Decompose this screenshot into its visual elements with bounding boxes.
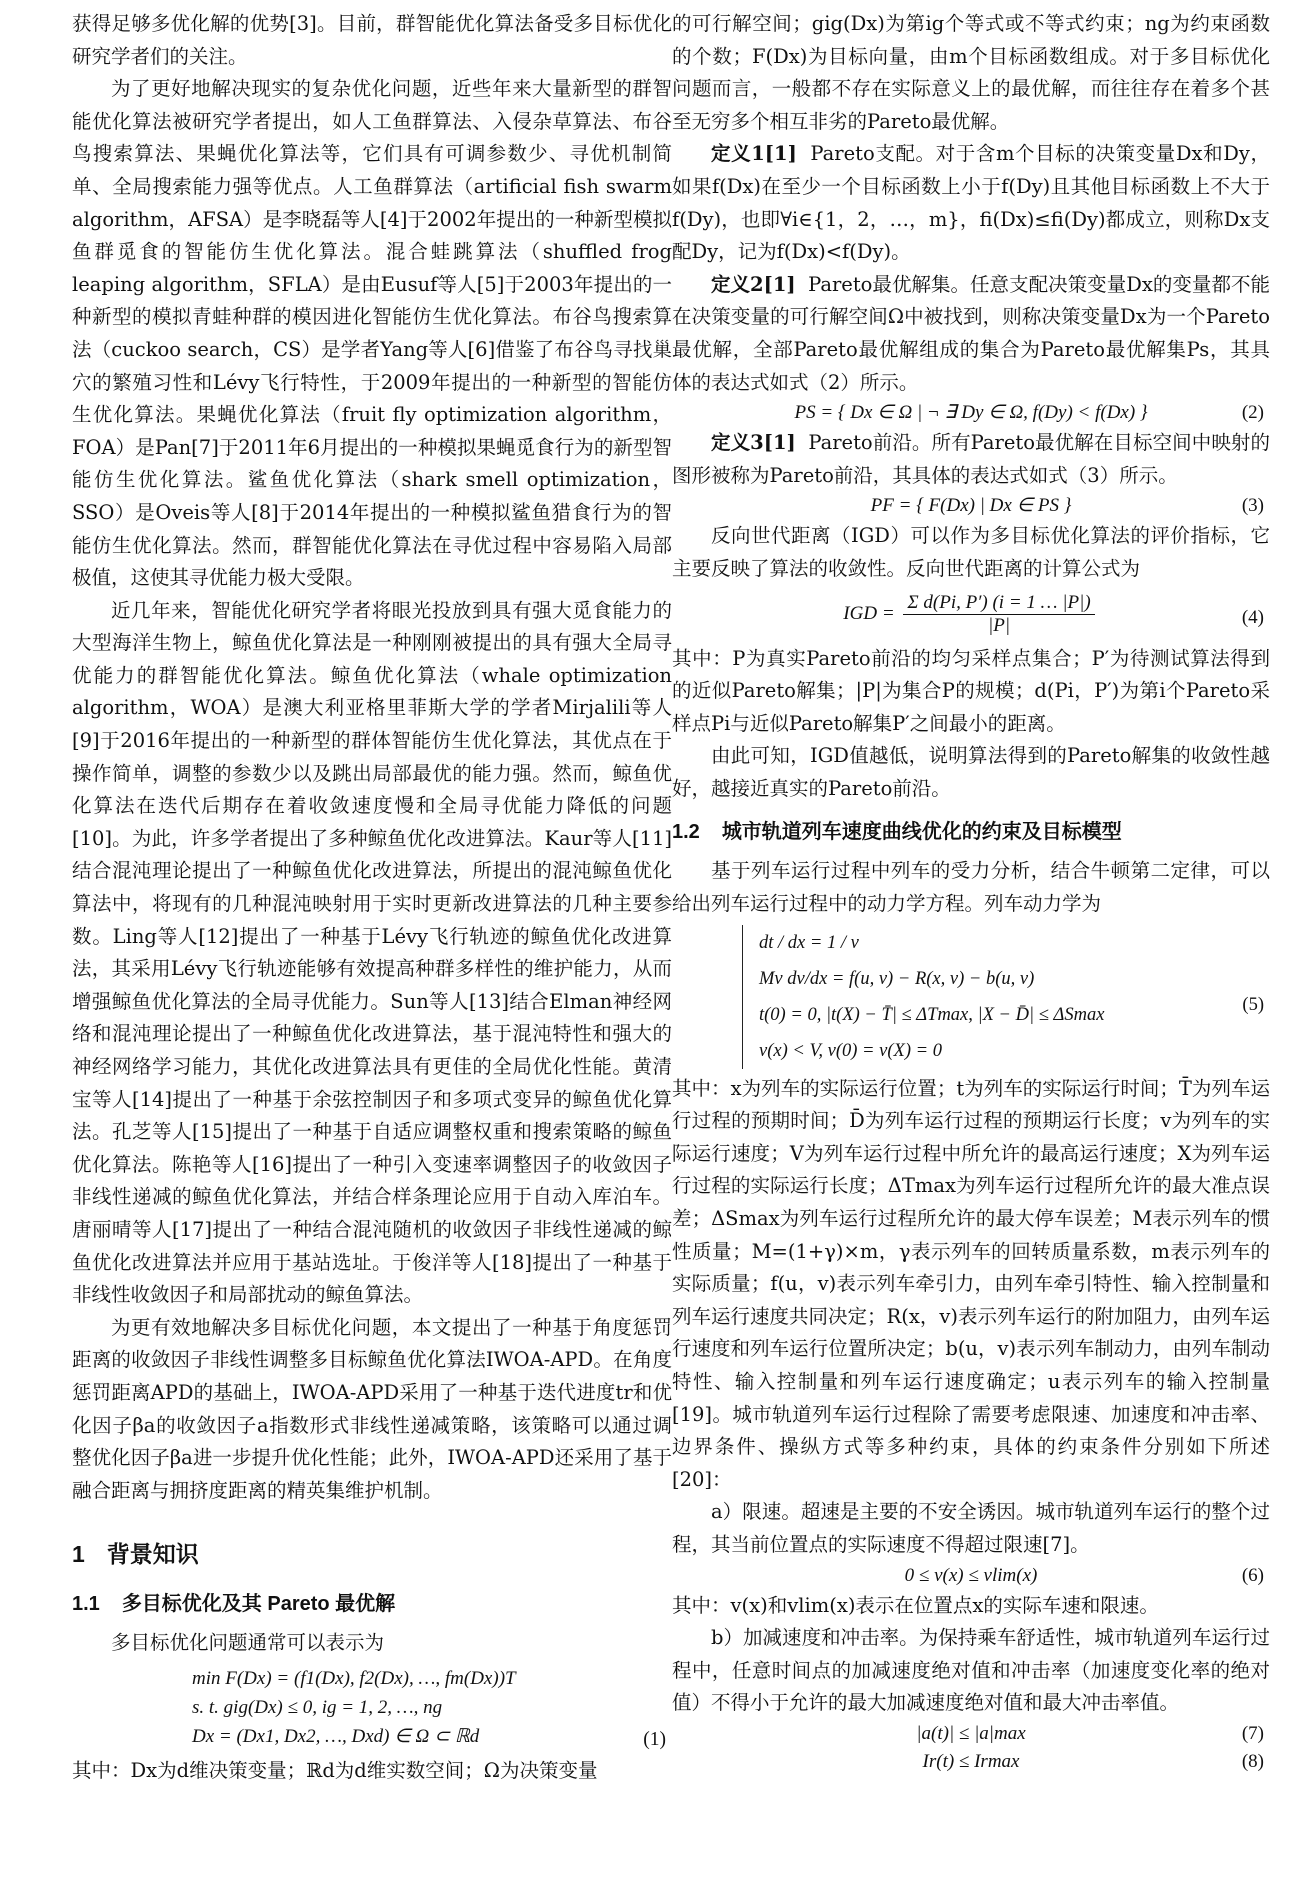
definition-label: 定义3[1] <box>711 431 796 455</box>
equation-number: (2) <box>1241 402 1264 424</box>
definition-label: 定义2[1] <box>711 272 796 296</box>
definition-2 <box>672 269 1270 399</box>
equation-line: Mv dv/dx = f(u, v) − R(x, v) − b(u, v) <box>759 968 1035 989</box>
equation-line: t(0) = 0, |t(X) − T̄| ≤ ΔTmax, |X − D̄| ≤ ΔSmax <box>759 1004 1105 1025</box>
equation-number: (7) <box>1241 1722 1264 1744</box>
paragraph: 其中：x为列车的实际运行位置；t为列车的实际运行时间；T̄为列车运行过程的预期时间；D̄为列车运行过程的预期运行长度；v为列车的实际运行速度；V为列车运行过程中所允许的最高运行速度；X为列车运行过程的实际运行长度；ΔTmax为列车运行过程所允许的最大准点误差；ΔSmax为列车运行过程所允许的最大停车误差；M表示列车的惯性质量；M=(1+γ)×m，γ表示列车的回转质量系数，m表示列车的实际质量；f(u，v)表示列车牵引力，由列车牵引特性、输入控制量和列车运行速度共同决定；R(x，v)表示列车运行的附加阻力，由列车运行速度和列车运行位置所决定；b(u，v)表示列车制动力，由列车制动特性、输入控制量和列车运行速度确定；u表示列车的输入控制量[19]。城市轨道列车运行过程除了需要考虑限速、加速度和冲击率、边界条件、操纵方式等多种约束，具体的约束条件分别如下所述[20]： <box>672 1076 1270 1491</box>
paragraph: 基于列车运行过程中列车的受力分析，结合牛顿第二定律，可以给出列车运行过程中的动力学方程。列车动力学为 <box>672 859 1270 916</box>
equation-number: (4) <box>1241 606 1264 628</box>
equation-body: 0 ≤ v(x) ≤ vlim(x) <box>904 1564 1038 1586</box>
equation-6 <box>672 1562 1270 1590</box>
equation-number: (3) <box>1241 495 1264 517</box>
left-column <box>72 8 672 1788</box>
equation-5 <box>742 925 1270 1069</box>
paragraph: 其中：Dx为d维决策变量；ℝd为d维实数空间；Ω为决策变量 <box>72 1758 598 1782</box>
equation-number: (5) <box>1242 994 1264 1015</box>
paragraph: 的可行解空间；gig(Dx)为第ig个等式或不等式约束；ng为约束函数的个数；F(Dx)为目标向量，由m个目标函数组成。对于多目标优化问题而言，一般都不存在实际意义上的最优解，而往往存在着多个甚至无穷多个相互非劣的Pareto最优解。 <box>672 12 1270 133</box>
equation-line: v(x) < V, v(0) = v(X) = 0 <box>759 1040 942 1061</box>
fraction-denominator: |P| <box>988 614 1011 636</box>
paragraph: 为更有效地解决多目标优化问题，本文提出了一种基于角度惩罚距离的收敛因子非线性调整多目标鲸鱼优化算法IWOA-APD。在角度惩罚距离APD的基础上，IWOA-APD采用了一种基于迭代进度tr和优化因子βa的收敛因子a指数形式非线性递减策略，该策略可以通过调整优化因子βa进一步提升优化性能；此外，IWOA-APD还采用了基于融合距离与拥挤度距离的精英集维护机制。 <box>72 1315 672 1502</box>
subsection-number: 1.1 <box>72 1593 100 1616</box>
equation-4 <box>672 592 1270 637</box>
equation-line: dt / dx = 1 / v <box>759 932 859 953</box>
equation-lhs: IGD = <box>843 602 895 624</box>
section-heading <box>72 1537 672 1571</box>
section-title: 背景知识 <box>106 1541 199 1568</box>
paragraph: 为了更好地解决现实的复杂优化问题，近些年来大量新型的群智能优化算法被研究学者提出，如人工鱼群算法、入侵杂草算法、布谷鸟搜索算法、果蝇优化算法等，它们具有可调参数少、寻优机制简单、全局搜索能力强等优点。人工鱼群算法（artificial fish swarm algorithm，AFSA）是李晓磊等人[4]于2002年提出的一种新型模拟鱼群觅食的智能仿生优化算法。混合蛙跳算法（shuffled frog leaping algorithm，SFLA）是由Eusuf等人[5]于2003年提出的一种新型的模拟青蛙种群的模因进化智能仿生优化算法。布谷鸟搜索算法（cuckoo search，CS）是学者Yang等人[6]借鉴了布谷鸟寻找巢穴的繁殖习性和Lévy飞行特性，于2009年提出的一种新型的智能仿生优化算法。果蝇优化算法（fruit fly optimization algorithm，FOA）是Pan[7]于2011年6月提出的一种模拟果蝇觅食行为的新型智能仿生优化算法。鲨鱼优化算法（shark smell optimization，SSO）是Oveis等人[8]于2014年提出的一种模拟鲨鱼猎食行为的智能仿生优化算法。然而，群智能优化算法在寻优过程中容易陷入局部极值，这使其寻优能力极大受限。 <box>72 77 672 590</box>
definition-3 <box>672 427 1270 492</box>
subsection-title: 城市轨道列车速度曲线优化的约束及目标模型 <box>721 821 1122 844</box>
equation-body: PS = { Dx ∈ Ω | ¬ ∃ Dy ∈ Ω, f(Dy) < f(Dx) } <box>794 402 1148 424</box>
equation-1 <box>72 1664 672 1751</box>
subsection-title: 多目标优化及其 Pareto 最优解 <box>121 1593 396 1616</box>
equation-number: (6) <box>1241 1564 1264 1586</box>
definition-text: Pareto支配。对于含m个目标的决策变量Dx和Dy，如果f(Dx)在至少一个目标函数上小于f(Dy)且其他目标函数上不大于f(Dy)，也即∀i∈{1，2，…，m}，fi(Dx)≤fi(Dy)都成立，则称Dx支配Dy，记为f(Dx)<f(Dy)。 <box>672 142 1270 264</box>
equation-body: PF = { F(Dx) | Dx ∈ PS } <box>870 495 1072 517</box>
fraction-numerator: Σ d(Pi, P′) (i = 1 … |P|) <box>903 592 1094 615</box>
subsection-heading <box>672 817 1270 847</box>
paragraph: a）限速。超速是主要的不安全诱因。城市轨道列车运行的整个过程，其当前位置点的实际速度不得超过限速[7]。 <box>672 1500 1270 1556</box>
definition-text: Pareto前沿。所有Pareto最优解在目标空间中映射的图形被称为Pareto前沿，其具体的表达式如式（3）所示。 <box>672 431 1270 487</box>
definition-label: 定义1[1] <box>711 142 797 166</box>
definition-text: Pareto最优解集。任意支配决策变量Dx的变量都不能在决策变量的可行解空间Ω中被找到，则称决策变量Dx为一个Pareto最优解，全部Pareto最优解组成的集合为Pareto最优解集Ps，其具体的表达式如式（2）所示。 <box>672 272 1270 394</box>
subsection-heading <box>72 1589 672 1619</box>
equation-line: Dx = (Dx1, Dx2, …, Dxd) ∈ Ω ⊂ ℝd <box>192 1725 480 1747</box>
paragraph: 由此可知，IGD值越低，说明算法得到的Pareto解集的收敛性越好，越接近真实的Pareto前沿。 <box>672 744 1270 800</box>
paragraph: 其中：v(x)和vlim(x)表示在位置点x的实际车速和限速。 <box>672 1593 1159 1617</box>
equation-number: (1) <box>643 1728 666 1750</box>
equation-line: min F(Dx) = (f1(Dx), f2(Dx), …, fm(Dx))T <box>192 1667 516 1689</box>
subsection-number: 1.2 <box>672 821 700 844</box>
paragraph: 获得足够多优化解的优势[3]。目前，群智能优化算法备受多目标优化研究学者们的关注。 <box>72 12 672 68</box>
definition-1 <box>672 138 1270 268</box>
paragraph: 多目标优化问题通常可以表示为 <box>111 1631 385 1655</box>
equation-body: |a(t)| ≤ |a|max <box>916 1722 1026 1744</box>
paragraph: 其中：P为真实Pareto前沿的均匀采样点集合；P′为待测试算法得到的近似Pareto解集；|P|为集合P的规模；d(Pi，P′)为第i个Pareto采样点Pi与近似Pareto解集P′之间最小的距离。 <box>672 646 1270 735</box>
equation-8 <box>672 1748 1270 1776</box>
equation-line: s. t. gig(Dx) ≤ 0, ig = 1, 2, …, ng <box>192 1696 443 1718</box>
paragraph: 反向世代距离（IGD）可以作为多目标优化算法的评价指标，它主要反映了算法的收敛性。反向世代距离的计算公式为 <box>672 524 1270 580</box>
paragraph: 近几年来，智能优化研究学者将眼光投放到具有强大觅食能力的大型海洋生物上，鲸鱼优化算法是一种刚刚被提出的具有强大全局寻优能力的群智能优化算法。鲸鱼优化算法（whale optimization algorithm，WOA）是澳大利亚格里菲斯大学的学者Mirjalili等人[9]于2016年提出的一种新型的群体智能仿生优化算法，其优点在于操作简单，调整的参数少以及跳出局部最优的能力强。然而，鲸鱼优化算法在迭代后期存在着收敛速度慢和全局寻优能力降低的问题[10]。为此，许多学者提出了多种鲸鱼优化改进算法。Kaur等人[11]结合混沌理论提出了一种鲸鱼优化改进算法，所提出的混沌鲸鱼优化算法中，将现有的几种混沌映射用于实时更新改进算法的几种主要参数。Ling等人[12]提出了一种基于Lévy飞行轨迹的鲸鱼优化改进算法，其采用Lévy飞行轨迹能够有效提高种群多样性的维护能力，从而增强鲸鱼优化算法的全局寻优能力。Sun等人[13]结合Elman神经网络和混沌理论提出了一种鲸鱼优化改进算法，基于混沌特性和强大的神经网络学习能力，其优化改进算法具有更佳的全局优化性能。黄清宝等人[14]提出了一种基于余弦控制因子和多项式变异的鲸鱼优化算法。孔芝等人[15]提出了一种基于自适应调整权重和搜索策略的鲸鱼优化算法。陈艳等人[16]提出了一种引入变速率调整因子的收敛因子非线性递减的鲸鱼优化算法，并结合样条理论应用于自动入库泊车。唐丽晴等人[17]提出了一种结合混沌随机的收敛因子非线性递减的鲸鱼优化改进算法并应用于基站选址。于俊洋等人[18]提出了一种基于非线性收敛因子和局部扰动的鲸鱼算法。 <box>72 598 672 1307</box>
equation-body: Ir(t) ≤ Irmax <box>922 1750 1020 1772</box>
right-column <box>672 8 1270 1776</box>
equation-7 <box>672 1720 1270 1748</box>
section-number: 1 <box>72 1541 85 1568</box>
equation-3 <box>672 492 1270 520</box>
paragraph: b）加减速度和冲击率。为保持乘车舒适性，城市轨道列车运行过程中，任意时间点的加减速度绝对值和冲击率（加速度变化率的绝对值）不得小于允许的最大加减速度绝对值和最大冲击率值。 <box>672 1626 1270 1715</box>
equation-number: (8) <box>1241 1750 1264 1772</box>
fraction <box>903 592 1094 637</box>
equation-2 <box>672 399 1270 427</box>
